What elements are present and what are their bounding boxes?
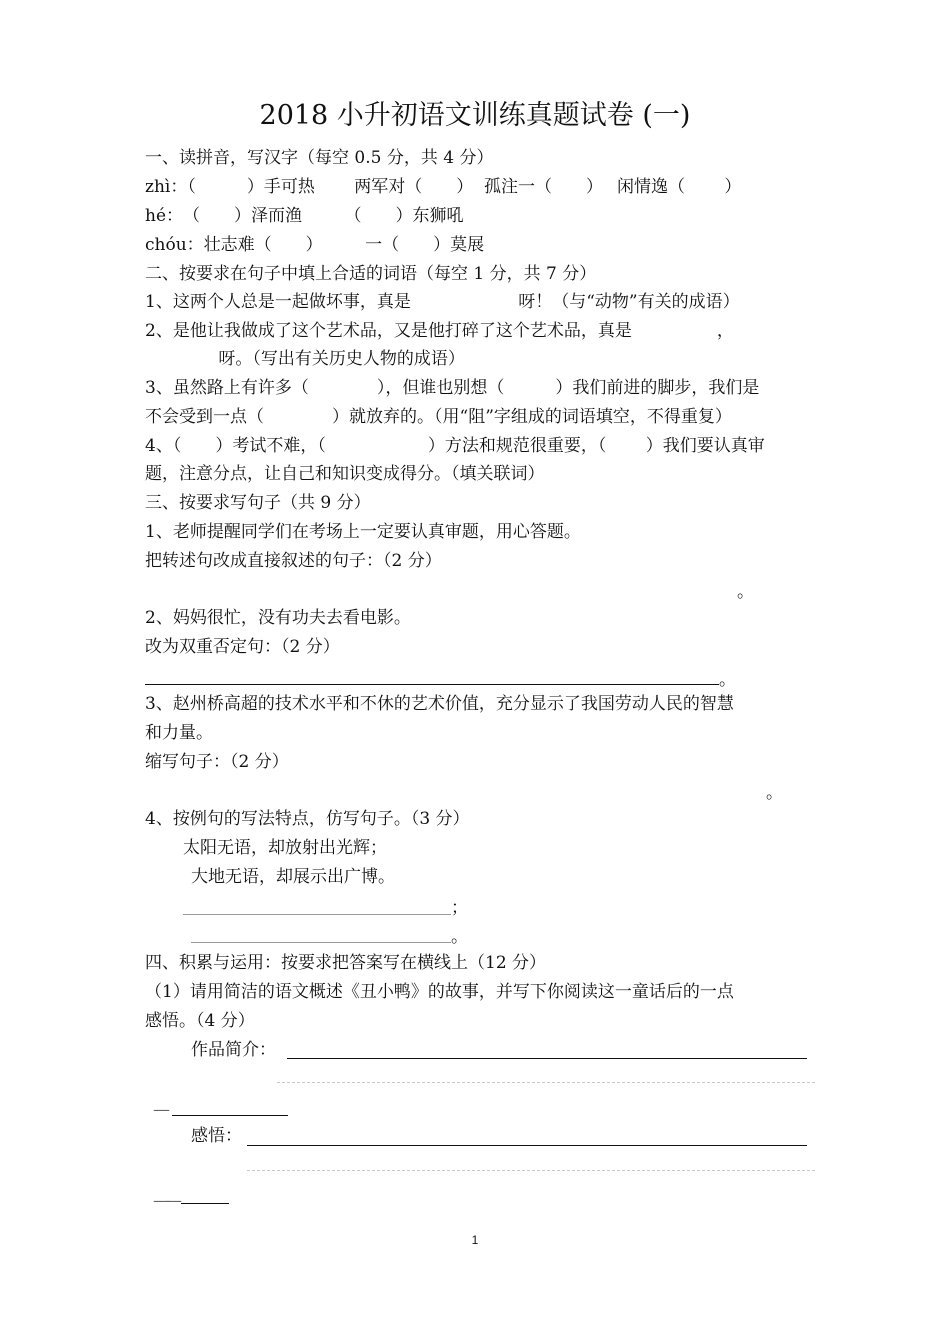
question-2-3-line1: 3、虽然路上有许多（ ），但谁也别想（ ）我们前进的脚步，我们是 [145, 378, 760, 398]
intro-answer-line[interactable] [277, 1082, 815, 1083]
intro-answer-line[interactable] [172, 1115, 288, 1116]
question-3-2-task: 改为双重否定句：（2 分） [145, 637, 340, 657]
question-3-3-line2: 和力量。 [145, 723, 213, 743]
question-4-1-line2: 感悟。（4 分） [145, 1011, 255, 1031]
section-4-heading: 四、积累与运用：按要求把答案写在横线上（12 分） [145, 953, 547, 973]
dash-mark: — [153, 1100, 170, 1120]
dash-mark: — [165, 1191, 182, 1211]
page-number: 1 [471, 1233, 479, 1247]
question-2-1: 1、这两个人总是一起做坏事，真是 呀！（与“动物”有关的成语） [145, 292, 740, 312]
feeling-answer-line[interactable] [181, 1203, 229, 1204]
section-1-heading: 一、读拼音，写汉字（每空 0.5 分，共 4 分） [145, 148, 494, 168]
dash-mark: — [153, 1191, 170, 1211]
answer-end-period: 。 [719, 670, 736, 690]
question-3-4: 4、按例句的写法特点，仿写句子。（3 分） [145, 809, 470, 829]
question-2-2-line2: 呀。（写出有关历史人物的成语） [145, 349, 465, 369]
question-2-3-line2: 不会受到一点（ ）就放弃的。（用“阻”字组成的词语填空，不得重复） [145, 407, 732, 427]
pinyin-row-zhi: zhì：（ ）手可热 两军对（ ） 孤注一（ ） 闲情逸（ ） [145, 177, 742, 197]
pinyin-row-chou: chóu：壮志难（ ） 一（ ）莫展 [145, 235, 485, 255]
question-2-4-line2: 题，注意分点，让自己和知识变成得分。（填关联词） [145, 464, 545, 484]
question-3-1: 1、老师提醒同学们在考场上一定要认真审题，用心答题。 [145, 522, 581, 542]
answer-end-period: 。 [451, 927, 468, 947]
question-2-4-line1: 4、（ ）考试不难，（ ）方法和规范很重要，（ ）我们要认真审 [145, 436, 765, 456]
question-3-2: 2、妈妈很忙，没有功夫去看电影。 [145, 608, 411, 628]
section-3-heading: 三、按要求写句子（共 9 分） [145, 493, 371, 513]
question-3-1-task: 把转述句改成直接叙述的句子：（2 分） [145, 551, 442, 571]
feeling-answer-line[interactable] [247, 1170, 815, 1171]
question-2-2-line1: 2、是他让我做成了这个艺术品，又是他打碎了这个艺术品，真是 ， [145, 321, 734, 341]
example-sentence-2: 大地无语，却展示出广博。 [191, 867, 395, 887]
answer-end-period: 。 [737, 582, 754, 602]
page-title: 2018 小升初语文训练真题试卷 (一) [259, 100, 691, 131]
question-3-3-task: 缩写句子：（2 分） [145, 752, 289, 772]
example-sentence-1: 太阳无语，却放射出光辉； [183, 838, 387, 858]
semicolon-mark: ； [451, 898, 468, 918]
answer-line[interactable] [191, 942, 451, 943]
feeling-label: 感悟： [191, 1126, 242, 1146]
intro-label: 作品简介： [191, 1040, 276, 1060]
intro-answer-line[interactable] [287, 1058, 807, 1059]
feeling-answer-line[interactable] [247, 1145, 807, 1146]
answer-line[interactable] [183, 914, 451, 915]
pinyin-row-he: hé： （ ）泽而渔 （ ）东狮吼 [145, 206, 464, 226]
section-2-heading: 二、按要求在句子中填上合适的词语（每空 1 分，共 7 分） [145, 264, 597, 284]
question-4-1-line1: （1）请用简洁的语文概述《丑小鸭》的故事，并写下你阅读这一童话后的一点 [145, 982, 734, 1002]
answer-end-period: 。 [766, 783, 783, 803]
question-3-3-line1: 3、赵州桥高超的技术水平和不休的艺术价值，充分显示了我国劳动人民的智慧 [145, 694, 734, 714]
answer-line[interactable] [145, 684, 719, 685]
